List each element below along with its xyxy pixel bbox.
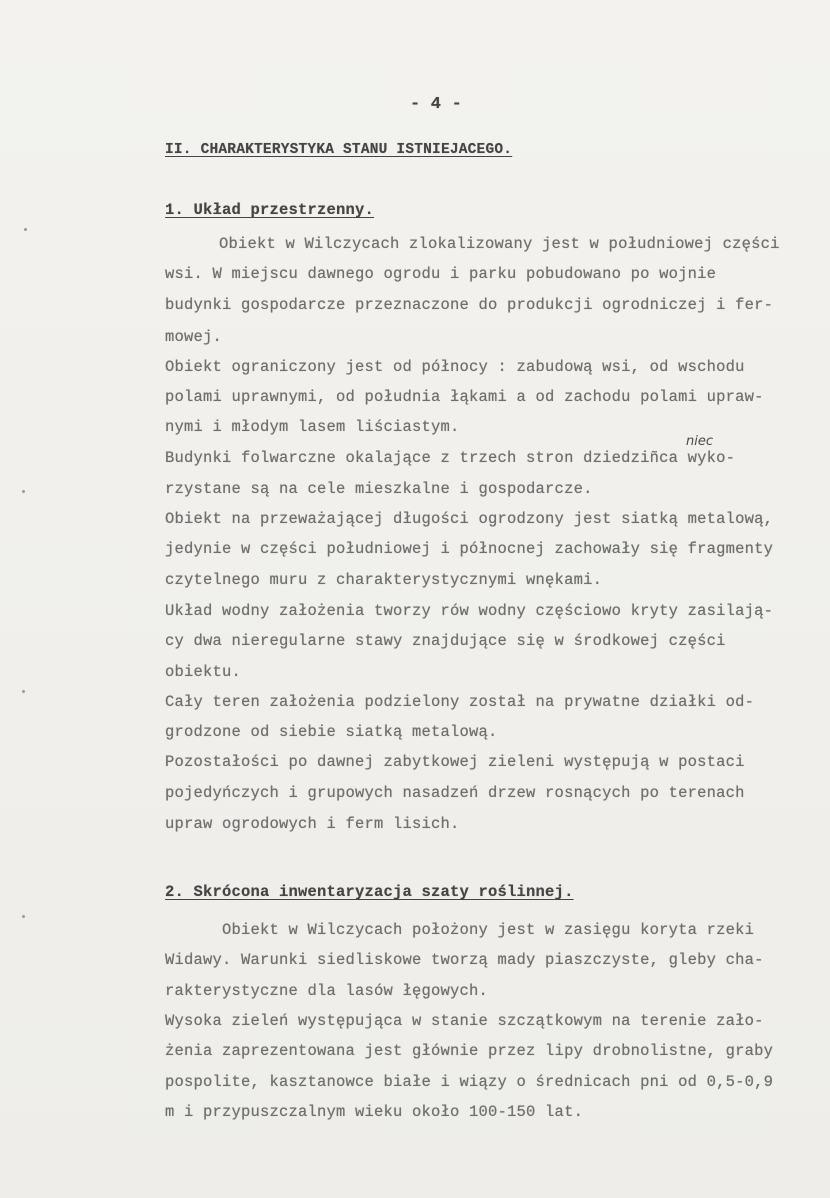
binding-hole-mark [22, 690, 25, 693]
text-line: Układ wodny założenia tworzy rów wodny częściowo kryty zasilają- [165, 602, 774, 620]
text-line: Cały teren założenia podzielony został na prywatne działki od- [165, 693, 755, 711]
binding-hole-mark [24, 228, 27, 231]
text-line: Obiekt na przeważającej długości ogrodzony jest siatką metalową, [165, 510, 774, 528]
handwritten-correction: niec [686, 434, 713, 449]
text-line: pojedyńczych i grupowych nasadzeń drzew rosnących po terenach [165, 784, 745, 802]
text-line: czytelnego muru z charakterystycznymi wnękami. [165, 571, 603, 589]
binding-hole-mark [22, 915, 25, 918]
text-line: m i przypuszczalnym wieku około 100-150 lat. [165, 1103, 584, 1121]
text-line: rakterystyczne dla lasów łęgowych. [165, 982, 489, 1000]
text-line: upraw ogrodowych i ferm lisich. [165, 815, 460, 833]
text-line: wsi. W miejscu dawnego ogrodu i parku pobudowano po wojnie [165, 265, 717, 283]
binding-hole-mark [22, 490, 25, 493]
text-line: cy dwa nieregularne stawy znajdujące się w środkowej części [165, 632, 726, 650]
text-line: pospolite, kasztanowce białe i wiązy o średnicach pni od 0,5-0,9 [165, 1073, 774, 1091]
text-line: obiektu. [165, 663, 242, 681]
text-line: mowej. [165, 328, 223, 346]
text-line: jedynie w części południowej i północnej zachowały się fragmenty [165, 540, 774, 558]
chapter-title: II. CHARAKTERYSTYKA STANU ISTNIEJACEGO. [165, 142, 513, 158]
text-line: grodzone od siebie siatką metalową. [165, 723, 498, 741]
text-line: Pozostałości po dawnej zabytkowej zieleni występują w postaci [165, 753, 745, 771]
text-line: Obiekt ograniczony jest od północy : zabudową wsi, od wschodu [165, 358, 745, 376]
section-2-heading: 2. Skrócona inwentaryzacja szaty roślinnej. [165, 883, 574, 901]
text-line: polami uprawnymi, od południa łąkami a od zachodu polami upraw- [165, 388, 764, 406]
section-1-heading: 1. Układ przestrzenny. [165, 201, 375, 219]
text-line: nymi i młodym lasem liściastym. [165, 418, 460, 436]
text-line: rzystane są na cele mieszkalne i gospodarcze. [165, 480, 593, 498]
text-line: budynki gospodarcze przeznaczone do produkcji ogrodniczej i fer- [165, 296, 774, 314]
text-line: Budynki folwarczne okalające z trzech stron dziedziñca wyko- [165, 449, 736, 467]
page-number: - 4 - [410, 95, 463, 114]
text-line: Obiekt w Wilczycach położony jest w zasięgu koryta rzeki [222, 921, 755, 939]
text-line: Wysoka zieleń występująca w stanie szczątkowym na terenie zało- [165, 1012, 764, 1030]
text-line: Obiekt w Wilczycach zlokalizowany jest w południowej części [219, 235, 780, 253]
text-line: Widawy. Warunki siedliskowe tworzą mady piaszczyste, gleby cha- [165, 951, 764, 969]
text-line: żenia zaprezentowana jest głównie przez lipy drobnolistne, graby [165, 1042, 774, 1060]
